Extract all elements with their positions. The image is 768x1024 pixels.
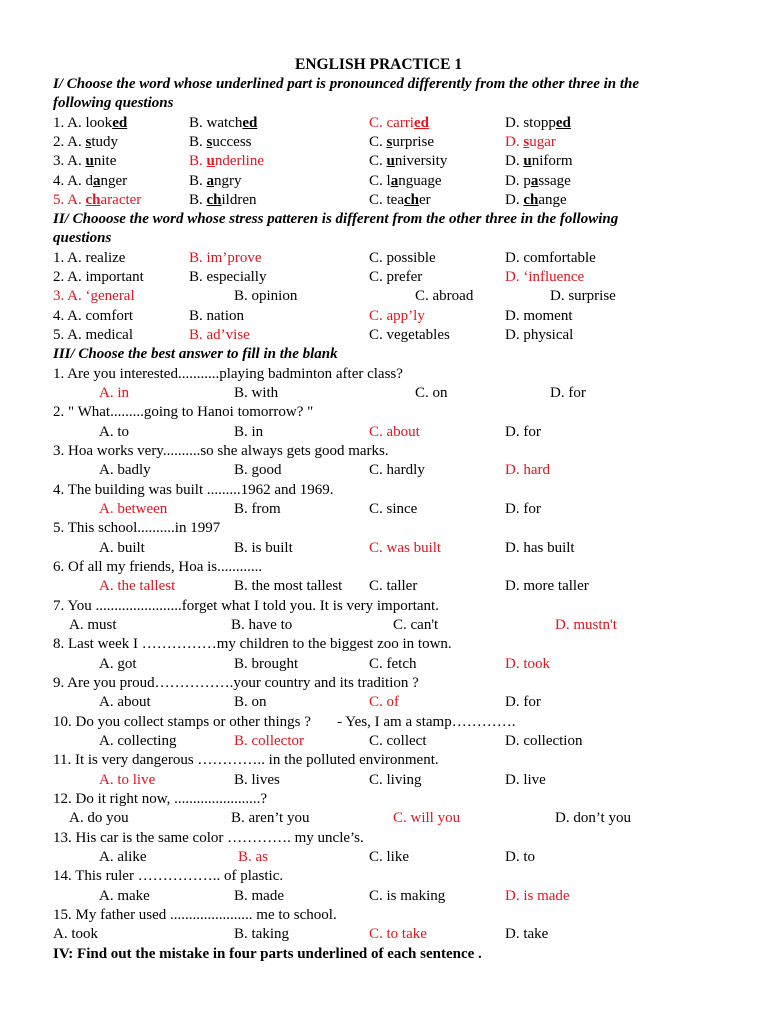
option-d: D. moment	[505, 308, 573, 324]
question-stem	[0, 403, 768, 422]
stem-text: 14. This ruler …………….. of plastic.	[53, 868, 284, 884]
option-c: C. collect	[369, 733, 427, 749]
option-a-answer: A. to live	[99, 772, 156, 788]
section-1-heading-line-1: I/ Choose the word whose underlined part is pronounced differently from the other three in the	[53, 76, 640, 92]
option-a: A. to	[99, 424, 129, 440]
options-row	[0, 848, 768, 867]
option-b: B. lives	[234, 772, 280, 788]
question-stem	[0, 635, 768, 654]
option-d: D. stopped	[505, 115, 571, 131]
option-b: B. on	[234, 694, 267, 710]
page-title	[0, 55, 768, 74]
option-c-answer: C. about	[369, 424, 420, 440]
option-d: D. comfortable	[505, 250, 596, 266]
option-d-answer: D. mustn't	[555, 617, 617, 633]
options-row	[0, 809, 768, 828]
section-2-heading-line-1: II/ Chooose the word whose stress patteren is different from the other three in the following	[53, 211, 619, 227]
section-4-heading-text: IV: Find out the mistake in four parts underlined of each sentence .	[53, 946, 482, 962]
options-row	[0, 461, 768, 480]
stem-text: 1. Are you interested...........playing badminton after class?	[53, 366, 403, 382]
question-row	[0, 307, 768, 326]
option-c: C. fetch	[369, 656, 417, 672]
option-b: B. aren’t you	[231, 810, 310, 826]
option-b: B. is built	[234, 540, 293, 556]
option-c: C. surprise	[369, 134, 435, 150]
option-b-answer: B. as	[238, 849, 268, 865]
option-c: C. abroad	[415, 288, 474, 304]
question-stem	[0, 867, 768, 886]
stem-text: 3. Hoa works very..........so she always gets good marks.	[53, 443, 389, 459]
option-a: 2. A. study	[53, 134, 119, 150]
option-c: C. university	[369, 153, 448, 169]
option-b: B. made	[234, 888, 284, 904]
option-a-answer: A. in	[99, 385, 129, 401]
option-c-answer: C. will you	[393, 810, 461, 826]
stem-text: 13. His car is the same color …………. my uncle’s.	[53, 830, 364, 846]
title-text: ENGLISH PRACTICE 1	[295, 56, 463, 73]
option-b: B. have to	[231, 617, 293, 633]
option-d-answer: D. hard	[505, 462, 550, 478]
option-a-answer: A. between	[99, 501, 168, 517]
option-c: C. teacher	[369, 192, 431, 208]
option-a: A. collecting	[99, 733, 177, 749]
stem-text: 15. My father used ...................... me to school.	[53, 907, 337, 923]
option-c: C. vegetables	[369, 327, 450, 343]
section-2-heading-line-2: questions	[53, 230, 112, 246]
option-d: D. live	[505, 772, 546, 788]
stem-text: 12. Do it right now, .......................?	[53, 791, 268, 807]
question-row	[0, 249, 768, 268]
option-d: D. for	[505, 501, 541, 517]
option-b-answer: B. im’prove	[189, 250, 262, 266]
option-b-answer: B. underline	[189, 153, 265, 169]
section-3-heading	[0, 345, 768, 364]
question-row	[0, 268, 768, 287]
option-c: C. since	[369, 501, 418, 517]
option-b: B. in	[234, 424, 264, 440]
question-stem	[0, 674, 768, 693]
question-row	[0, 133, 768, 152]
option-b: B. the most tallest	[234, 578, 343, 594]
question-stem	[0, 442, 768, 461]
option-d: D. collection	[505, 733, 583, 749]
question-stem	[0, 713, 768, 732]
option-c-answer: C. of	[369, 694, 399, 710]
options-row	[0, 925, 768, 944]
question-stem	[0, 597, 768, 616]
option-c-answer: C. was built	[369, 540, 442, 556]
options-row	[0, 693, 768, 712]
option-d-answer: D. is made	[505, 888, 570, 904]
option-a: 4. A. danger	[53, 173, 128, 189]
options-row	[0, 771, 768, 790]
option-c: C. on	[415, 385, 448, 401]
option-a-answer: A. the tallest	[99, 578, 176, 594]
question-stem	[0, 790, 768, 809]
stem-text: 6. Of all my friends, Hoa is............	[53, 559, 263, 575]
option-b-answer: B. collector	[234, 733, 304, 749]
option-d: D. has built	[505, 540, 575, 556]
option-b: B. taking	[234, 926, 289, 942]
question-stem	[0, 829, 768, 848]
option-b: B. good	[234, 462, 282, 478]
stem-text: 9. Are you proud…………….your country and its tradition ?	[53, 675, 419, 691]
question-row	[0, 326, 768, 345]
option-d: D. physical	[505, 327, 574, 343]
options-row	[0, 577, 768, 596]
option-a-answer: 5. A. character	[53, 192, 142, 208]
question-stem	[0, 519, 768, 538]
option-d: D. passage	[505, 173, 571, 189]
option-c-answer: C. app’ly	[369, 308, 425, 324]
options-row	[0, 384, 768, 403]
option-d: D. surprise	[550, 288, 616, 304]
question-stem	[0, 906, 768, 925]
option-a: A. badly	[99, 462, 151, 478]
question-row	[0, 172, 768, 191]
options-row	[0, 539, 768, 558]
option-c-answer: C. carried	[369, 115, 429, 131]
option-a: A. about	[99, 694, 151, 710]
stem-text: 10. Do you collect stamps or other things ? - Yes, I am a stamp………….	[53, 714, 516, 730]
section-1-heading-line-2: following questions	[53, 95, 174, 111]
option-d: D. for	[550, 385, 586, 401]
option-a: A. built	[99, 540, 145, 556]
options-row	[0, 423, 768, 442]
question-row	[0, 152, 768, 171]
option-b-answer: B. ad’vise	[189, 327, 250, 343]
option-b: B. children	[189, 192, 257, 208]
option-d-answer: D. ‘influence	[505, 269, 585, 285]
question-stem	[0, 751, 768, 770]
option-a: A. must	[69, 617, 117, 633]
option-d: D. for	[505, 694, 541, 710]
option-a: A. make	[99, 888, 150, 904]
options-row	[0, 500, 768, 519]
option-b: B. nation	[189, 308, 244, 324]
option-a: 1. A. realize	[53, 250, 126, 266]
option-c-answer: C. to take	[369, 926, 427, 942]
option-a: A. got	[99, 656, 137, 672]
stem-text: 8. Last week I ……………my children to the biggest zoo in town.	[53, 636, 452, 652]
section-3-heading-text: III/ Choose the best answer to fill in the blank	[53, 346, 338, 362]
option-a: A. took	[53, 926, 98, 942]
option-d: D. take	[505, 926, 549, 942]
section-2-heading-cont	[0, 229, 768, 248]
section-2-heading	[0, 210, 768, 229]
stem-text: 4. The building was built .........1962 and 1969.	[53, 482, 334, 498]
question-stem	[0, 558, 768, 577]
option-c: C. possible	[369, 250, 436, 266]
options-row	[0, 732, 768, 751]
option-a: A. alike	[99, 849, 147, 865]
option-a: 2. A. important	[53, 269, 144, 285]
option-b: B. opinion	[234, 288, 298, 304]
stem-text: 2. " What.........going to Hanoi tomorrow? "	[53, 404, 314, 420]
option-d: D. don’t you	[555, 810, 631, 826]
option-c: C. can't	[393, 617, 439, 633]
question-stem	[0, 365, 768, 384]
option-d: D. change	[505, 192, 567, 208]
option-c: C. prefer	[369, 269, 423, 285]
option-b: B. watched	[189, 115, 258, 131]
question-row	[0, 287, 768, 306]
option-a: 5. A. medical	[53, 327, 133, 343]
option-c: C. language	[369, 173, 442, 189]
option-b: B. angry	[189, 173, 242, 189]
option-a: 4. A. comfort	[53, 308, 133, 324]
option-b: B. especially	[189, 269, 267, 285]
option-a-answer: 3. A. ‘general	[53, 288, 135, 304]
option-b: B. from	[234, 501, 281, 517]
option-c: C. hardly	[369, 462, 425, 478]
section-1-heading-cont	[0, 94, 768, 113]
option-d: D. for	[505, 424, 541, 440]
option-b: B. brought	[234, 656, 299, 672]
question-row	[0, 114, 768, 133]
option-a: 1. A. looked	[53, 115, 128, 131]
option-d-answer: D. took	[505, 656, 550, 672]
question-stem	[0, 481, 768, 500]
options-row	[0, 887, 768, 906]
option-b: B. success	[189, 134, 252, 150]
option-a: 3. A. unite	[53, 153, 117, 169]
stem-text: 5. This school..........in 1997	[53, 520, 221, 536]
options-row	[0, 655, 768, 674]
option-c: C. is making	[369, 888, 446, 904]
stem-text: 7. You .......................forget what I told you. It is very important.	[53, 598, 439, 614]
option-c: C. living	[369, 772, 422, 788]
section-1-heading	[0, 75, 768, 94]
option-d: D. to	[505, 849, 535, 865]
options-row	[0, 616, 768, 635]
option-d: D. uniform	[505, 153, 573, 169]
option-c: C. taller	[369, 578, 418, 594]
option-d: D. more taller	[505, 578, 589, 594]
section-4-heading	[0, 945, 768, 964]
stem-text: 11. It is very dangerous ………….. in the polluted environment.	[53, 752, 439, 768]
option-a: A. do you	[69, 810, 129, 826]
option-c: C. like	[369, 849, 409, 865]
option-d-answer: D. sugar	[505, 134, 556, 150]
option-b: B. with	[234, 385, 279, 401]
question-row	[0, 191, 768, 210]
